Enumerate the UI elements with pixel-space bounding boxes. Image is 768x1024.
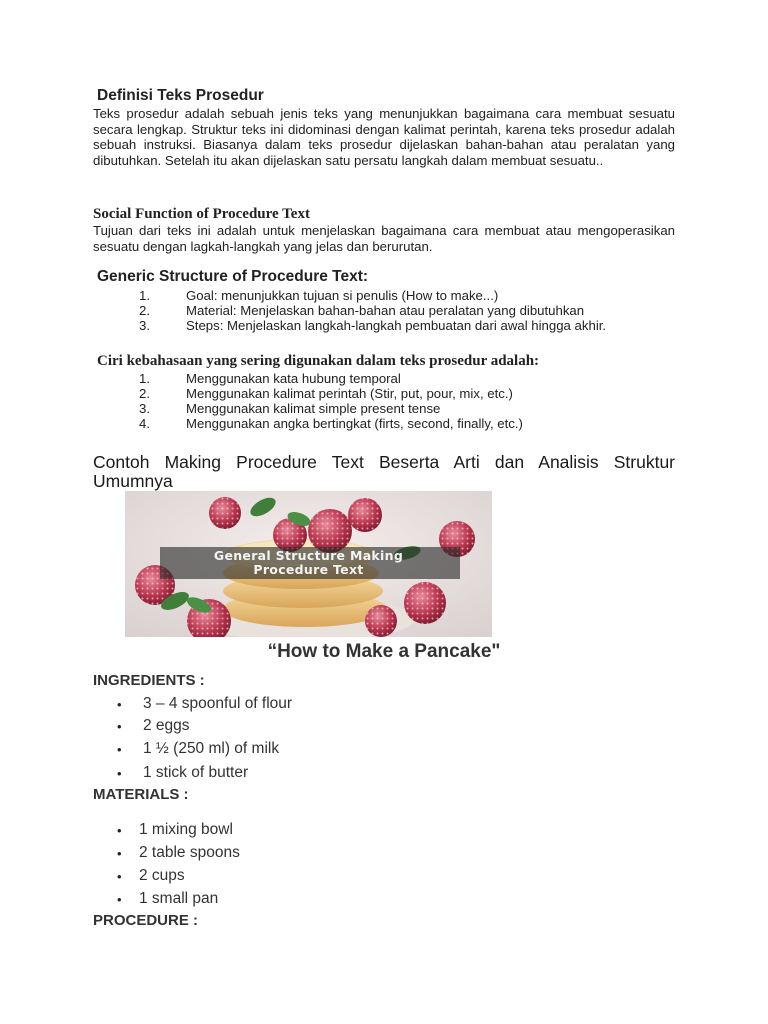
list-item-number: 2.	[139, 386, 150, 401]
list-item: 2 eggs	[143, 717, 190, 734]
list-item: 1 mixing bowl	[139, 821, 233, 838]
list-item: 2 table spoons	[139, 844, 240, 861]
bullet-icon: •	[117, 892, 122, 907]
definisi-heading: Definisi Teks Prosedur	[97, 87, 264, 104]
image-overlay-line: General Structure Making	[213, 548, 404, 563]
contoh-title: Contoh Making Procedure Text Beserta Arti dan Analisis Struktur Umumnya	[93, 452, 675, 491]
definisi-paragraph: Teks prosedur adalah sebuah jenis teks yang menunjukkan bagaimana cara membuat sesuatu secara lengkap. Struktur teks ini didominasi dengan kalimat perintah, karena teks prosedur adalah sebuah instruksi. Biasanya dalam teks prosedur dijelaskan bahan-bahan atau peralatan yang dibutuhkan. Setelah itu akan dijelaskan satu persatu langkah dalam membuat sesuatu..	[93, 106, 675, 168]
social-function-heading: Social Function of Procedure Text	[93, 206, 310, 222]
list-item-number: 3.	[139, 401, 150, 416]
list-item: 1 ½ (250 ml) of milk	[143, 740, 280, 757]
list-item: Menggunakan kata hubung temporal	[186, 371, 401, 386]
bullet-icon: •	[117, 697, 122, 712]
bullet-icon: •	[117, 766, 122, 781]
list-item: 2 cups	[139, 867, 185, 884]
bullet-icon: •	[117, 742, 122, 757]
list-item-number: 1.	[139, 371, 150, 386]
list-item: Menggunakan angka bertingkat (firts, second, finally, etc.)	[186, 416, 523, 431]
image-overlay-line: Procedure Text	[253, 562, 364, 577]
ciri-kebahasaan-heading: Ciri kebahasaan yang sering digunakan dalam teks prosedur adalah:	[97, 353, 540, 369]
list-item-number: 4.	[139, 416, 150, 431]
list-item-number: 1.	[139, 288, 150, 303]
list-item: Menggunakan kalimat simple present tense	[186, 401, 441, 416]
list-item: Goal: menunjukkan tujuan si penulis (How to make...)	[186, 288, 499, 303]
ingredients-label: INGREDIENTS :	[93, 672, 205, 689]
list-item-number: 3.	[139, 318, 150, 333]
bullet-icon: •	[117, 823, 122, 838]
list-item: 1 small pan	[139, 890, 219, 907]
bullet-icon: •	[117, 846, 122, 861]
generic-structure-heading: Generic Structure of Procedure Text:	[97, 268, 369, 285]
list-item: 3 – 4 spoonful of flour	[143, 695, 293, 712]
list-item: Menggunakan kalimat perintah (Stir, put, pour, mix, etc.)	[186, 386, 513, 401]
list-item: Steps: Menjelaskan langkah-langkah pembuatan dari awal hingga akhir.	[186, 318, 607, 333]
materials-label: MATERIALS :	[93, 786, 189, 803]
image-overlay-caption	[125, 549, 492, 577]
social-function-paragraph: Tujuan dari teks ini adalah untuk menjelaskan bagaimana cara membuat atau mengoperasikan sesuatu dengan lagkah-langkah yang jelas dan berurutan.	[93, 223, 675, 254]
bullet-icon: •	[117, 869, 122, 884]
pancake-image	[125, 491, 492, 637]
list-item: Material: Menjelaskan bahan-bahan atau peralatan yang dibutuhkan	[186, 303, 585, 318]
list-item-number: 2.	[139, 303, 150, 318]
list-item: 1 stick of butter	[143, 764, 249, 781]
recipe-title: “How to Make a Pancake"	[267, 641, 501, 662]
bullet-icon: •	[117, 719, 122, 734]
procedure-label: PROCEDURE :	[93, 912, 199, 929]
